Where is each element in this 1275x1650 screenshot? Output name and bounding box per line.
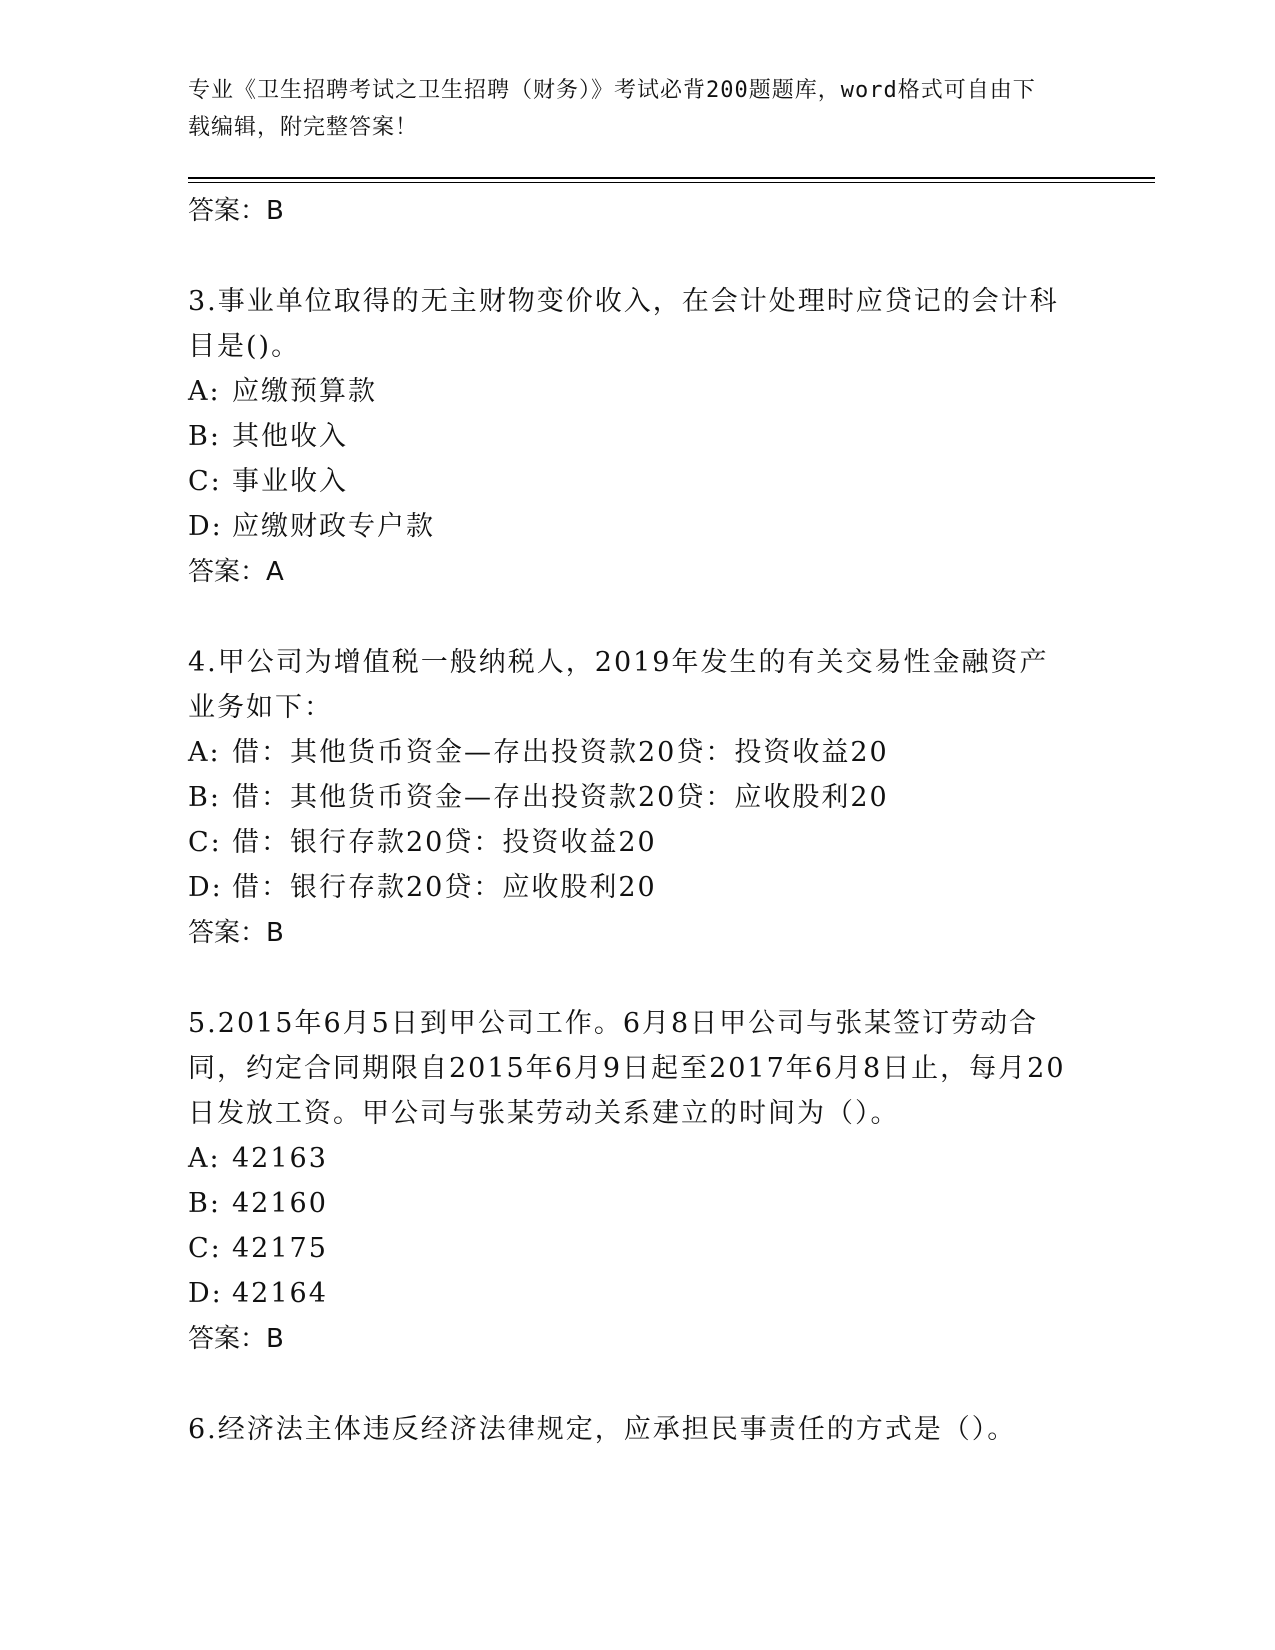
option-text: 借：其他货币资金—存出投资款20贷：应收股利20 <box>232 782 889 813</box>
option-key: B: <box>188 782 221 813</box>
answer-2: 答案：B <box>188 196 284 226</box>
question-list <box>188 188 1088 1452</box>
question-4-option-c <box>188 820 1088 865</box>
question-3-option-d <box>188 504 1088 549</box>
question-4: 4.甲公司为增值税一般纳税人，2019年发生的有关交易性金融资产业务如下： <box>188 647 1049 723</box>
question-3-option-b <box>188 414 1088 459</box>
option-key: D: <box>188 1278 223 1309</box>
option-key: B: <box>188 1188 221 1219</box>
option-key: A: <box>188 376 221 407</box>
question-3-option-c <box>188 459 1088 504</box>
answer-4: 答案：B <box>188 918 284 948</box>
option-key: C: <box>188 1233 222 1264</box>
option-text: 42164 <box>232 1278 328 1309</box>
option-text: 事业收入 <box>232 466 348 497</box>
option-text: 42163 <box>232 1143 328 1174</box>
option-text: 应缴预算款 <box>232 376 377 407</box>
question-6: 6.经济法主体违反经济法律规定，应承担民事责任的方式是（）。 <box>188 1414 1017 1445</box>
option-key: A: <box>188 1143 221 1174</box>
answer-3: 答案：A <box>188 557 284 587</box>
question-4-option-a <box>188 730 1088 775</box>
spacer <box>188 595 1088 640</box>
option-text: 其他收入 <box>232 421 348 452</box>
option-key: D: <box>188 511 223 542</box>
option-key: A: <box>188 737 221 768</box>
option-text: 应缴财政专户款 <box>232 511 435 542</box>
question-5: 5.2015年6月5日到甲公司工作。6月8日甲公司与张某签订劳动合同，约定合同期限自2015年6月9日起至2017年6月8日止，每月20日发放工资。甲公司与张某劳动关系建立的时间为（）。 <box>188 1008 1066 1129</box>
option-key: C: <box>188 466 222 497</box>
question-4-option-b <box>188 775 1088 820</box>
header-rule-thick <box>188 177 1155 179</box>
option-text: 借：其他货币资金—存出投资款20贷：投资收益20 <box>232 737 889 768</box>
question-5-option-a <box>188 1136 1088 1181</box>
option-text: 42175 <box>232 1233 328 1264</box>
option-text: 借：银行存款20贷：投资收益20 <box>232 827 657 858</box>
spacer <box>188 1362 1088 1407</box>
question-5-option-d <box>188 1271 1088 1316</box>
question-5-option-b <box>188 1181 1088 1226</box>
spacer <box>188 234 1088 279</box>
option-text: 借：银行存款20贷：应收股利20 <box>232 872 657 903</box>
option-text: 42160 <box>232 1188 328 1219</box>
option-key: C: <box>188 827 222 858</box>
spacer <box>188 956 1088 1001</box>
header-rule-thin <box>188 182 1155 183</box>
question-4-option-d <box>188 865 1088 910</box>
document-header: 专业《卫生招聘考试之卫生招聘（财务）》考试必背200题题库，word格式可自由下载编辑，附完整答案！ <box>188 78 1036 140</box>
option-key: B: <box>188 421 221 452</box>
question-3: 3.事业单位取得的无主财物变价收入，在会计处理时应贷记的会计科目是()。 <box>188 286 1059 362</box>
answer-5: 答案：B <box>188 1324 284 1354</box>
option-key: D: <box>188 872 223 903</box>
question-5-option-c <box>188 1226 1088 1271</box>
question-3-option-a <box>188 369 1088 414</box>
